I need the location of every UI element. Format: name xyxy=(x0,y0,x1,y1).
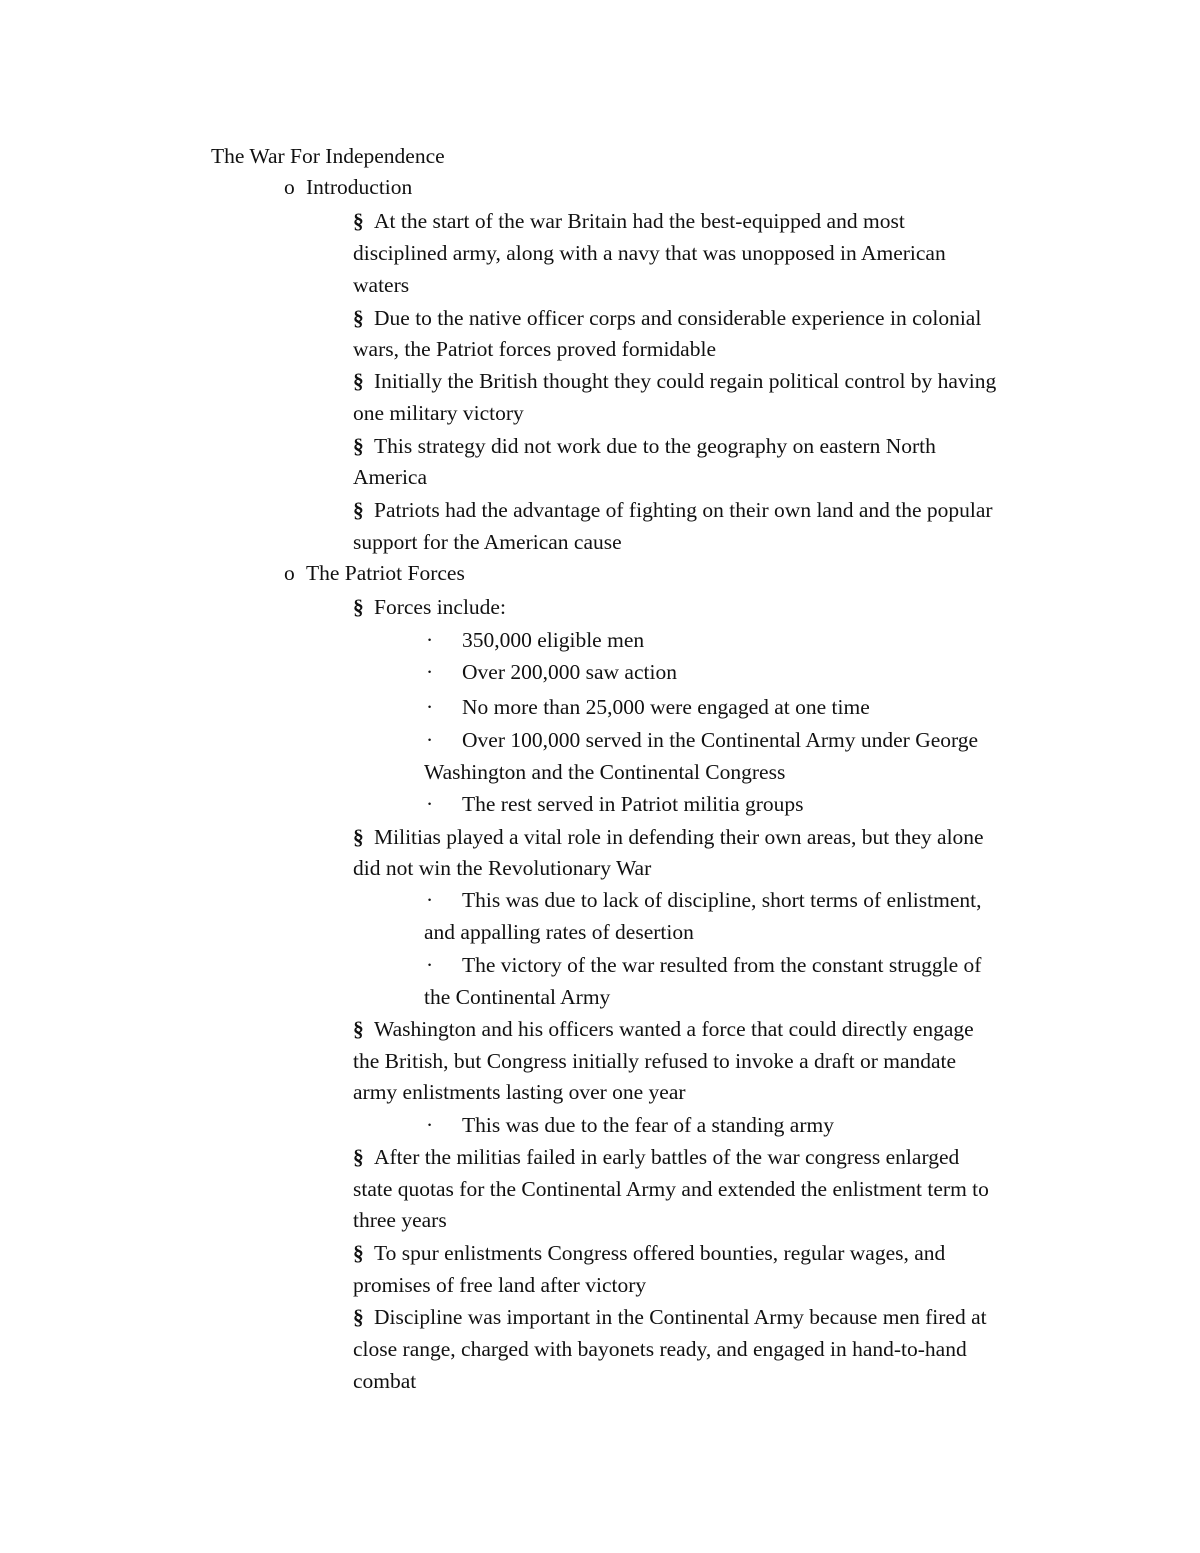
subpoint-text-line: The rest served in Patriot militia groups xyxy=(462,792,804,816)
section-sign-marker: § xyxy=(353,1145,364,1169)
subpoint-text-line: This was due to the fear of a standing army xyxy=(462,1113,834,1137)
dot-bullet-marker: · xyxy=(426,792,434,816)
dot-bullet-marker: · xyxy=(426,1113,434,1137)
section-sign-marker: § xyxy=(353,825,364,849)
section-sign-marker: § xyxy=(353,209,364,233)
subpoint-text-line: The victory of the war resulted from the constant struggle of xyxy=(462,953,982,977)
level1-bullet-marker: o xyxy=(284,561,295,585)
point-text-line: This strategy did not work due to the geography on eastern North xyxy=(374,434,936,458)
document-title: The War For Independence xyxy=(211,144,445,168)
section-sign-marker: § xyxy=(353,1241,364,1265)
point-text-line: did not win the Revolutionary War xyxy=(353,856,652,880)
level1-bullet-marker: o xyxy=(284,175,295,199)
point-text-line: Initially the British thought they could regain political control by having xyxy=(374,369,997,393)
point-text-line: army enlistments lasting over one year xyxy=(353,1080,686,1104)
point-text-line: promises of free land after victory xyxy=(353,1273,647,1297)
section-sign-marker: § xyxy=(353,1305,364,1329)
subpoint-text-line: No more than 25,000 were engaged at one time xyxy=(462,695,870,719)
point-text-line: Washington and his officers wanted a force that could directly engage xyxy=(374,1017,974,1041)
point-text-line: close range, charged with bayonets ready, and engaged in hand-to-hand xyxy=(353,1337,967,1361)
subpoint-text-line: the Continental Army xyxy=(424,985,611,1009)
dot-bullet-marker: · xyxy=(426,728,434,752)
dot-bullet-marker: · xyxy=(426,953,434,977)
dot-bullet-marker: · xyxy=(426,660,434,684)
dot-bullet-marker: · xyxy=(426,888,434,912)
point-text-line: At the start of the war Britain had the best-equipped and most xyxy=(374,209,905,233)
point-text-line: Due to the native officer corps and considerable experience in colonial xyxy=(374,306,982,330)
section-sign-marker: § xyxy=(353,498,364,522)
dot-bullet-marker: · xyxy=(426,628,434,652)
section-sign-marker: § xyxy=(353,1017,364,1041)
point-text-line: After the militias failed in early battles of the war congress enlarged xyxy=(374,1145,960,1169)
point-text-line: disciplined army, along with a navy that was unopposed in American xyxy=(353,241,946,265)
dot-bullet-marker: · xyxy=(426,695,434,719)
point-text-line: state quotas for the Continental Army and extended the enlistment term to xyxy=(353,1177,989,1201)
point-text-line: America xyxy=(353,465,428,489)
point-text-line: To spur enlistments Congress offered bounties, regular wages, and xyxy=(374,1241,946,1265)
point-text-line: three years xyxy=(353,1208,447,1232)
section-sign-marker: § xyxy=(353,306,364,330)
section-sign-marker: § xyxy=(353,434,364,458)
subpoint-text-line: Over 200,000 saw action xyxy=(462,660,677,684)
subpoint-text-line: 350,000 eligible men xyxy=(462,628,645,652)
subpoint-text-line: Over 100,000 served in the Continental Army under George xyxy=(462,728,979,752)
point-text-line: wars, the Patriot forces proved formidable xyxy=(353,337,716,361)
point-text-line: one military victory xyxy=(353,401,524,425)
subpoint-text-line: This was due to lack of discipline, short terms of enlistment, xyxy=(462,888,982,912)
subpoint-text-line: and appalling rates of desertion xyxy=(424,920,694,944)
point-text-line: the British, but Congress initially refused to invoke a draft or mandate xyxy=(353,1049,957,1073)
point-text-line: Militias played a vital role in defending their own areas, but they alone xyxy=(374,825,984,849)
point-text-line: Discipline was important in the Continental Army because men fired at xyxy=(374,1305,987,1329)
subpoint-text-line: Washington and the Continental Congress xyxy=(424,760,786,784)
section-sign-marker: § xyxy=(353,595,364,619)
point-text-line: Patriots had the advantage of fighting on their own land and the popular xyxy=(374,498,993,522)
section-heading: The Patriot Forces xyxy=(306,561,465,585)
section-sign-marker: § xyxy=(353,369,364,393)
section-heading: Introduction xyxy=(306,175,413,199)
point-text-line: Forces include: xyxy=(374,595,506,619)
point-text-line: combat xyxy=(353,1369,417,1393)
point-text-line: support for the American cause xyxy=(353,530,622,554)
point-text-line: waters xyxy=(353,273,410,297)
